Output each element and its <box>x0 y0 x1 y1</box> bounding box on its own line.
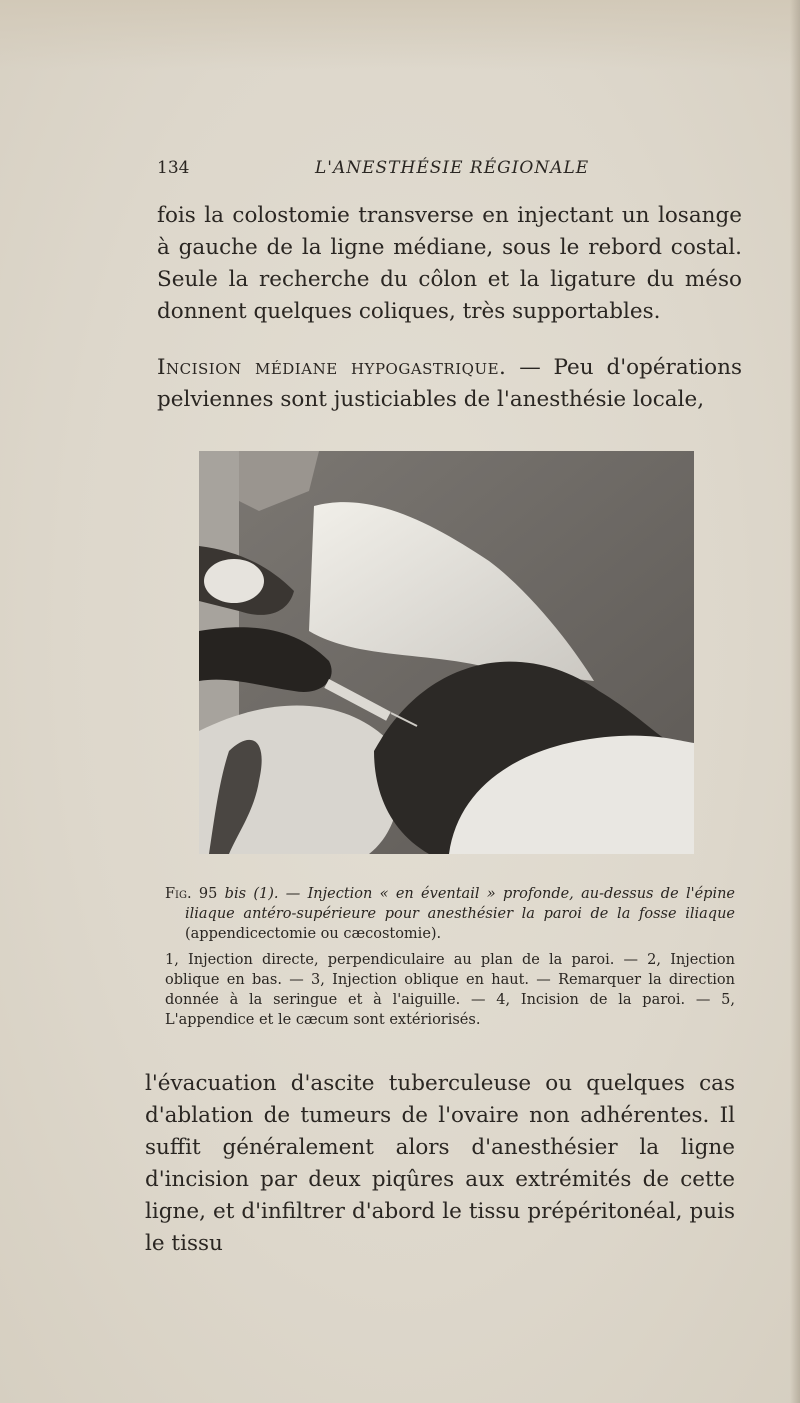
section-heading: Incision médiane hypogastrique. <box>157 355 507 380</box>
figure-label: Fig. 95 <box>165 886 218 902</box>
page-shadow-right <box>790 0 800 1403</box>
caption-title-line <box>165 884 735 944</box>
paragraph-evacuation-ascite: l'évacuation d'ascite tuberculeuse ou quelques cas d'ablation de tumeurs de l'ovaire non adhérentes. Il suffit généralement alors d'anesthésier la ligne d'incision par deux piqûres aux extrémités de cette ligne, et d'infiltrer d'abord le tissu prépéritonéal, puis le tissu <box>145 1071 735 1256</box>
figure-photograph <box>199 451 694 854</box>
paragraph-colostomie: fois la colostomie transverse en injectant un losange à gauche de la ligne médiane, sous le rebord costal. Seule la recherche du côlon et la ligature du méso donnent quelques coliques, très supportables. <box>157 203 742 324</box>
paragraph-incision-mediane <box>157 352 742 416</box>
page-number: 134 <box>157 158 190 178</box>
caption-tail: (appendicectomie ou cæcostomie). <box>185 926 442 942</box>
running-title: L'ANESTHÉSIE RÉGIONALE <box>315 158 590 178</box>
figure-label-suffix: bis (1). — <box>217 886 308 902</box>
figure-caption <box>165 884 735 1030</box>
caption-legend: 1, Injection directe, perpendiculaire au plan de la paroi. — 2, Injection oblique en bas. — 3, Injection oblique en haut. — Remarquer la direction donnée à la seringue et à l'aiguille. — 4, Incision de la paroi. — 5, L'appendice et le cæcum sont extériorisés. <box>165 952 735 1028</box>
photograph-injection <box>199 451 694 854</box>
caption-title: Injection « en éventail » profonde, au-dessus de l'épine iliaque antéro-supérieure pour anesthésier la paroi de la fosse iliaque <box>185 886 735 922</box>
paragraph-text: — Peu d'opérations pelviennes sont justiciables de l'anesthésie locale, <box>157 355 742 412</box>
running-header <box>157 158 742 182</box>
page-shadow-top <box>0 0 800 70</box>
